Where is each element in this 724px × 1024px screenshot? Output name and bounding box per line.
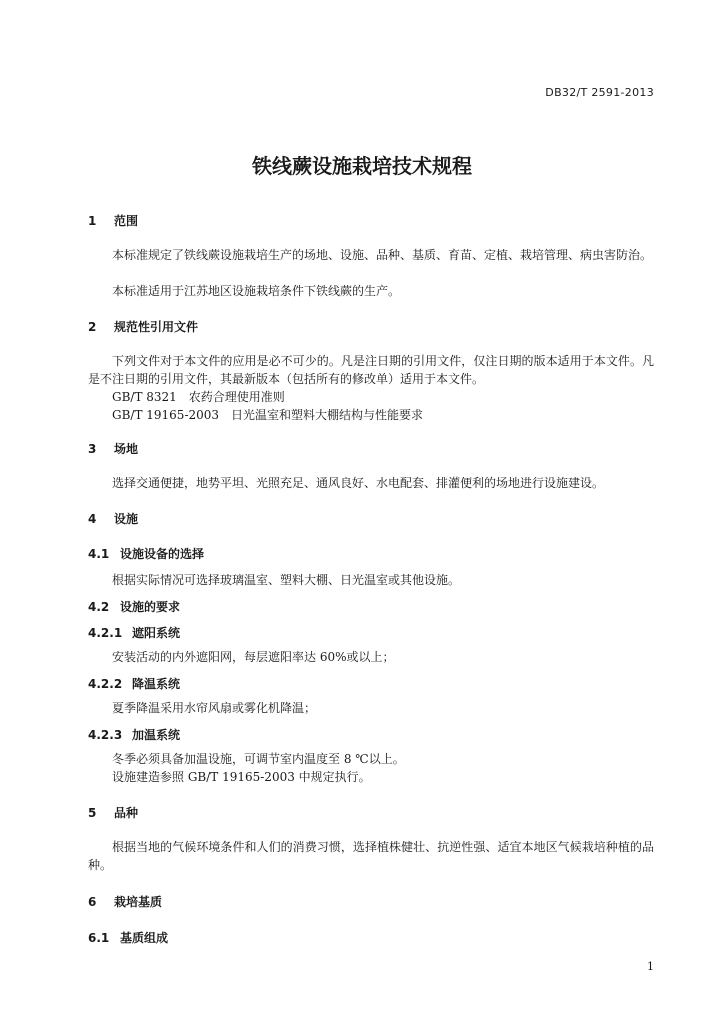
section-6-heading xyxy=(88,893,162,910)
section-title: 品种 xyxy=(114,806,139,820)
section-title: 规范性引用文件 xyxy=(114,320,199,334)
section-title: 降温系统 xyxy=(132,677,181,691)
section-title: 设施设备的选择 xyxy=(120,547,205,561)
subsection-4-2-1-heading xyxy=(88,624,180,641)
section-number: 6.1 xyxy=(88,931,110,945)
section-number: 2 xyxy=(88,320,97,334)
section-number: 4.1 xyxy=(88,547,110,561)
paragraph: 下列文件对于本文件的应用是必不可少的。凡是注日期的引用文件，仅注日期的版本适用于本文件。凡是不注日期的引用文件，其最新版本（包括所有的修改单）适用于本文件。 xyxy=(88,354,654,386)
section-number: 4 xyxy=(88,512,97,526)
section-4-heading xyxy=(88,510,138,527)
paragraph: 安装活动的内外遮阳网，每层遮阳率达 60%或以上； xyxy=(112,650,395,664)
section-number: 1 xyxy=(88,214,97,228)
section-2-heading xyxy=(88,318,198,335)
section-number: 4.2.1 xyxy=(88,626,123,640)
paragraph: 冬季必须具备加温设施，可调节室内温度至 8 ℃以上。 xyxy=(112,752,405,766)
section-1-heading xyxy=(88,212,138,229)
section-title: 加温系统 xyxy=(132,728,181,742)
section-title: 遮阳系统 xyxy=(132,626,181,640)
section-number: 3 xyxy=(88,442,97,456)
subsection-4-2-3-heading xyxy=(88,726,180,743)
section-number: 6 xyxy=(88,895,97,909)
section-title: 栽培基质 xyxy=(114,895,163,909)
paragraph: 根据当地的气候环境条件和人们的消费习惯，选择植株健壮、抗逆性强、适宜本地区气候栽培种植的品种。 xyxy=(88,840,654,872)
paragraph: 本标准规定了铁线蕨设施栽培生产的场地、设施、品种、基质、育苗、定植、栽培管理、病虫害防治。 xyxy=(112,248,653,262)
standard-code: DB32/T 2591-2013 xyxy=(545,86,654,99)
section-number: 4.2.3 xyxy=(88,728,123,742)
page-number: 1 xyxy=(647,960,654,973)
document-title: 铁线蕨设施栽培技术规程 xyxy=(252,154,472,178)
paragraph: 选择交通便捷，地势平坦、光照充足、通风良好、水电配套、排灌便利的场地进行设施建设。 xyxy=(112,476,605,490)
section-3-heading xyxy=(88,440,138,457)
section-title: 场地 xyxy=(114,442,139,456)
subsection-6-1-heading xyxy=(88,929,168,946)
subsection-4-1-heading xyxy=(88,545,204,562)
reference-item: GB/T 19165-2003 日光温室和塑料大棚结构与性能要求 xyxy=(112,408,424,422)
section-title: 范围 xyxy=(114,214,139,228)
paragraph: 根据实际情况可选择玻璃温室、塑料大棚、日光温室或其他设施。 xyxy=(112,573,461,587)
section-title: 设施的要求 xyxy=(120,600,181,614)
paragraph: 本标准适用于江苏地区设施栽培条件下铁线蕨的生产。 xyxy=(112,284,401,298)
subsection-4-2-heading xyxy=(88,598,180,615)
section-title: 设施 xyxy=(114,512,139,526)
section-number: 4.2 xyxy=(88,600,110,614)
subsection-4-2-2-heading xyxy=(88,675,180,692)
reference-item: GB/T 8321 农药合理使用准则 xyxy=(112,390,285,404)
section-5-heading xyxy=(88,804,138,821)
section-number: 5 xyxy=(88,806,97,820)
paragraph: 夏季降温采用水帘风扇或雾化机降温； xyxy=(112,701,317,715)
section-number: 4.2.2 xyxy=(88,677,123,691)
paragraph: 设施建造参照 GB/T 19165-2003 中规定执行。 xyxy=(112,770,371,784)
section-title: 基质组成 xyxy=(120,931,169,945)
